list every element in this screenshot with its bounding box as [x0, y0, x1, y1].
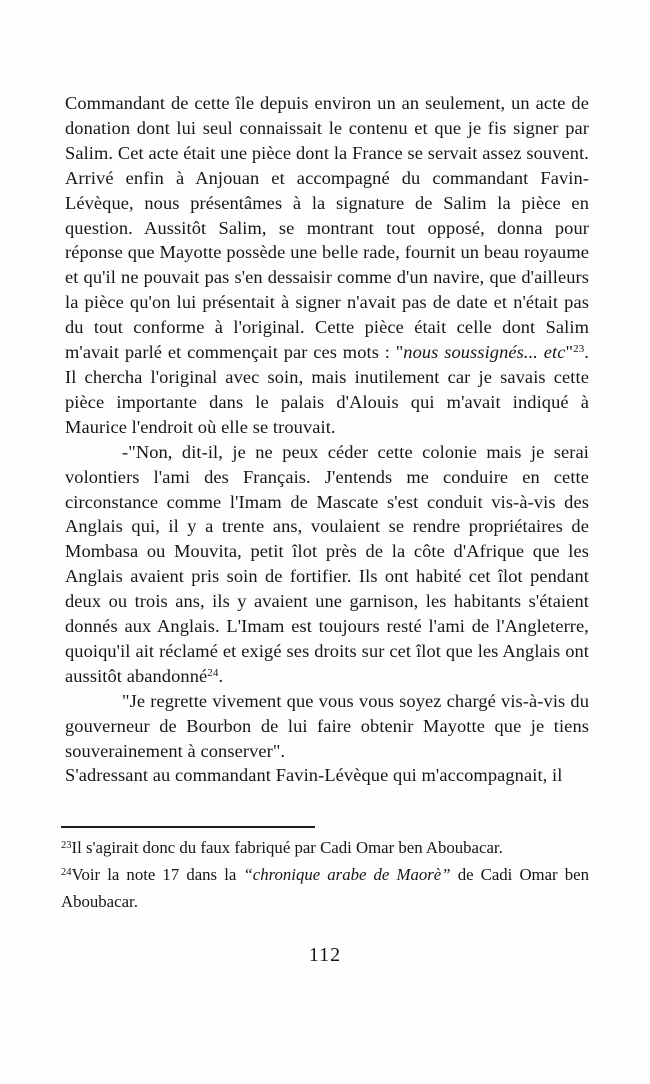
- footnote-24-text: Voir la note 17 dans la: [71, 865, 244, 884]
- paragraph-1-text-after-ref: . Il chercha l'original avec soin, mais inutilement car je savais cette pièce importante dans le palais d'Alouis qui m'avait indiqué à Maurice l'endroit où elle se trouvait.: [65, 342, 589, 437]
- footnote-24: [61, 861, 589, 915]
- paragraph-3: "Je regrette vivement que vous vous soyez chargé vis-à-vis du gouverneur de Bourbon de lui faire obtenir Mayotte que je tiens souverainement à conserver".: [65, 690, 589, 761]
- footnote-ref-24: 24: [207, 666, 219, 679]
- paragraph-1-italic: nous soussignés... etc: [403, 342, 566, 363]
- footnote-24-ref: 24: [61, 867, 72, 878]
- footnote-separator: [61, 826, 315, 828]
- footnote-23-ref: 23: [61, 840, 72, 851]
- paragraph-2: [65, 440, 589, 689]
- paragraph-1-text: Commandant de cette île depuis environ un an seulement, un acte de donation dont lui seul connaissait le contenu et que je fis signer par Salim. Cet acte était une pièce dont la France se servait assez souvent. Arrivé enfin à Anjouan et accompagné du commandant Favin-Lévèque, nous présentâmes à la signature de Salim la pièce en question. Aussitôt Salim, se montrant tout opposé, donna pour réponse que Mayotte possède une belle rade, fournit un beau royaume et qu'il ne pouvait pas s'en dessaisir comme d'un navire, que d'ailleurs la pièce qu'on lui présentait à signer n'avait pas de date et n'était pas du tout conforme à l'original. Cette pièce était celle dont Salim m'avait parlé et commençait par ces mots : ": [65, 93, 589, 363]
- paragraph-1: [65, 91, 589, 440]
- body-text: [65, 91, 589, 788]
- paragraph-1-closing-quote: ": [565, 342, 574, 363]
- footnote-24-italic: “chronique arabe de Maorè”: [243, 865, 451, 884]
- footnote-23: [61, 834, 589, 861]
- footnotes: [61, 834, 589, 915]
- paragraph-4: S'adressant au commandant Favin-Lévèque qui m'accompagnait, il: [65, 765, 563, 786]
- footnote-24-text-after-italic: de Cadi Omar ben Aboubacar.: [61, 865, 589, 911]
- paragraph-2-text: -"Non, dit-il, je ne peux céder cette colonie mais je serai volontiers l'ami des Français. J'entends me conduire en cette circonstance comme l'Imam de Mascate s'est conduit vis-à-vis des Anglais qui, il y a trente ans, voulaient se rendre propriétaires de Mombasa ou Mouvita, petit îlot près de la côte d'Afrique que les Anglais avaient pris soin de fortifier. Ils ont habité cet îlot pendant deux ou trois ans, ils y avaient une garnison, les habitants s'étaient donnés aux Anglais. L'Imam est toujours resté l'ami de l'Angleterre, quoiqu'il ait réclamé et exigé ses droits sur cet îlot que les Anglais ont aussitôt abandonné: [65, 441, 589, 686]
- page-number: 112: [308, 944, 342, 966]
- paragraph-2-text-after-ref: .: [218, 665, 224, 686]
- footnote-23-text: Il s'agirait donc du faux fabriqué par Cadi Omar ben Aboubacar.: [71, 838, 503, 857]
- footnote-ref-23: 23: [573, 343, 585, 356]
